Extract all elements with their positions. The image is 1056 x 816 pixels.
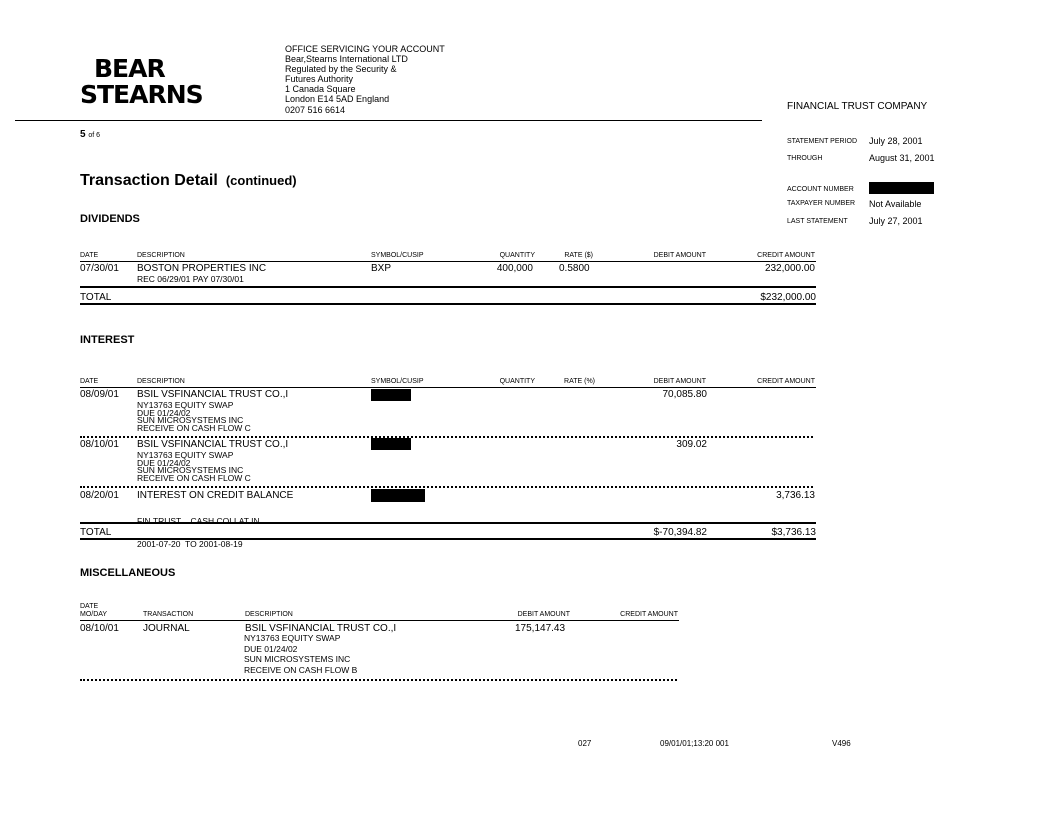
div-row-sub: REC 06/29/01 PAY 07/30/01 bbox=[137, 274, 244, 284]
div-col-credit: CREDIT AMOUNT bbox=[757, 252, 815, 259]
office-line: OFFICE SERVICING YOUR ACCOUNT bbox=[285, 44, 445, 54]
int-row-sub-line: SUN MICROSYSTEMS INC bbox=[137, 465, 244, 476]
office-line: Regulated by the Security & bbox=[285, 64, 397, 75]
int-row-sub-line: 2001-07-20 TO 2001-08-19 bbox=[137, 538, 243, 549]
misc-row-debit: 175,147.43 bbox=[515, 623, 566, 634]
dividends-heading: DIVIDENDS bbox=[80, 213, 140, 225]
office-line: Futures Authority bbox=[285, 74, 354, 85]
int-row-separator bbox=[80, 486, 813, 488]
div-col-debit: DEBIT AMOUNT bbox=[653, 252, 706, 259]
office-line: London E14 5AD England bbox=[285, 94, 390, 105]
int-row-sub-line: NY13763 EQUITY SWAP bbox=[137, 450, 234, 460]
int-header-rule bbox=[80, 387, 816, 388]
int-row-desc: BSIL VSFINANCIAL TRUST CO.,I bbox=[137, 439, 289, 450]
statement-period-value: July 28, 2001 bbox=[869, 136, 923, 146]
div-total-rule-top bbox=[80, 286, 816, 288]
int-row-sub-line: NY13763 EQUITY SWAP bbox=[137, 400, 234, 410]
div-row-date: 07/30/01 bbox=[80, 263, 119, 274]
int-row-desc: BSIL VSFINANCIAL TRUST CO.,I bbox=[137, 389, 289, 400]
office-address-block bbox=[285, 44, 445, 115]
int-row-desc: INTEREST ON CREDIT BALANCE bbox=[137, 490, 294, 501]
company-name: FINANCIAL TRUST COMPANY bbox=[787, 101, 928, 112]
title-continued: (continued) bbox=[225, 173, 297, 188]
misc-col-desc: DESCRIPTION bbox=[245, 611, 293, 618]
int-total-rule-bottom bbox=[80, 538, 816, 540]
misc-row-sub bbox=[244, 633, 357, 675]
header-rule bbox=[15, 120, 762, 121]
int-col-symbol: SYMBOL/CUSIP bbox=[371, 378, 424, 385]
div-col-desc: DESCRIPTION bbox=[137, 252, 185, 259]
redacted-cusip bbox=[371, 438, 411, 450]
misc-row-sub-line: SUN MICROSYSTEMS INC bbox=[244, 654, 351, 664]
misc-col-debit: DEBIT AMOUNT bbox=[517, 611, 570, 618]
logo-line-2: STEARNS bbox=[80, 80, 203, 109]
account-number-label: ACCOUNT NUMBER bbox=[787, 186, 854, 193]
div-total-rule-bottom bbox=[80, 303, 816, 305]
int-row-sub-line: DUE 01/24/02 bbox=[137, 457, 191, 468]
int-row-sub-line: RECEIVE ON CASH FLOW C bbox=[137, 422, 251, 433]
int-row-sub-line: RECEIVE ON CASH FLOW C bbox=[137, 472, 251, 483]
misc-row-sub-line: RECEIVE ON CASH FLOW B bbox=[244, 664, 358, 675]
int-row-date: 08/10/01 bbox=[80, 439, 119, 450]
interest-heading: INTEREST bbox=[80, 334, 135, 346]
int-row-debit: 309.02 bbox=[676, 439, 707, 450]
bear-stearns-logo bbox=[80, 56, 203, 108]
div-col-qty: QUANTITY bbox=[499, 252, 535, 259]
taxpayer-number-value: Not Available bbox=[869, 199, 922, 209]
title-main: Transaction Detail bbox=[80, 172, 218, 189]
through-value: August 31, 2001 bbox=[869, 153, 935, 163]
int-total-rule-top bbox=[80, 522, 816, 524]
taxpayer-number-label: TAXPAYER NUMBER bbox=[787, 200, 856, 207]
int-col-date: DATE bbox=[80, 378, 99, 385]
misc-col-transaction: TRANSACTION bbox=[143, 611, 194, 618]
div-col-rate: RATE ($) bbox=[564, 252, 593, 259]
redacted-cusip bbox=[371, 489, 425, 502]
div-row-rate: 0.5800 bbox=[559, 263, 590, 274]
office-line: 1 Canada Square bbox=[285, 84, 356, 95]
page-current: 5 bbox=[80, 129, 86, 140]
int-total-label: TOTAL bbox=[80, 527, 112, 538]
misc-col-credit: CREDIT AMOUNT bbox=[620, 611, 678, 618]
office-line: Bear,Stearns International LTD bbox=[285, 54, 408, 65]
div-row-symbol: BXP bbox=[371, 263, 392, 274]
page-number bbox=[80, 129, 100, 140]
div-row-credit: 232,000.00 bbox=[764, 263, 815, 274]
int-row-credit: 3,736.13 bbox=[776, 490, 815, 501]
misc-header-rule bbox=[80, 620, 679, 621]
page-total: of 6 bbox=[88, 132, 101, 139]
misc-row-date: 08/10/01 bbox=[80, 623, 119, 634]
int-col-debit: DEBIT AMOUNT bbox=[653, 378, 706, 385]
misc-col-date: DATE bbox=[80, 603, 99, 610]
int-total-credit: $3,736.13 bbox=[771, 527, 816, 538]
div-total-credit: $232,000.00 bbox=[760, 292, 816, 303]
int-row-sub-line: SUN MICROSYSTEMS INC bbox=[137, 415, 244, 426]
last-statement-label: LAST STATEMENT bbox=[787, 218, 848, 225]
office-line: 0207 516 6614 bbox=[285, 104, 346, 115]
misc-row-desc: BSIL VSFINANCIAL TRUST CO.,I bbox=[245, 623, 397, 634]
int-row-sub-line: FIN TRUST CASH COLLAT IN bbox=[137, 516, 260, 527]
int-col-qty: QUANTITY bbox=[499, 378, 535, 385]
div-col-symbol: SYMBOL/CUSIP bbox=[371, 252, 424, 259]
through-label: THROUGH bbox=[787, 155, 823, 162]
last-statement-value: July 27, 2001 bbox=[869, 216, 923, 226]
misc-row-transaction: JOURNAL bbox=[143, 623, 190, 634]
logo-line-1: BEAR bbox=[94, 54, 165, 83]
div-row-desc: BOSTON PROPERTIES INC bbox=[137, 263, 267, 274]
int-col-rate: RATE (%) bbox=[564, 378, 595, 385]
div-col-date: DATE bbox=[80, 252, 99, 259]
int-row-separator bbox=[80, 436, 813, 438]
int-row-date: 08/09/01 bbox=[80, 389, 119, 400]
int-col-credit: CREDIT AMOUNT bbox=[757, 378, 815, 385]
misc-col-moday: MO/DAY bbox=[80, 611, 108, 618]
footer-code-2: 09/01/01;13:20 001 bbox=[660, 739, 729, 748]
misc-row-sub-line: NY13763 EQUITY SWAP bbox=[244, 633, 341, 643]
int-row-sub bbox=[137, 503, 260, 556]
div-row-qty: 400,000 bbox=[496, 263, 533, 274]
div-header-rule bbox=[80, 261, 816, 262]
footer-code-3: V496 bbox=[832, 739, 851, 748]
statement-period-label: STATEMENT PERIOD bbox=[787, 138, 858, 145]
int-row-sub-line: DUE 01/24/02 bbox=[137, 407, 191, 418]
int-row-sub bbox=[137, 402, 251, 432]
int-row-sub bbox=[137, 452, 251, 482]
int-total-debit: $-70,394.82 bbox=[653, 527, 707, 538]
div-total-label: TOTAL bbox=[80, 292, 112, 303]
misc-row-sub-line: DUE 01/24/02 bbox=[244, 643, 298, 654]
int-row-date: 08/20/01 bbox=[80, 490, 119, 501]
misc-heading: MISCELLANEOUS bbox=[80, 567, 176, 579]
page-title bbox=[80, 172, 297, 190]
misc-row-separator bbox=[80, 679, 677, 681]
redacted-account-number bbox=[869, 182, 934, 194]
redacted-cusip bbox=[371, 389, 411, 401]
footer-code-1: 027 bbox=[578, 739, 592, 748]
int-col-desc: DESCRIPTION bbox=[137, 378, 185, 385]
int-row-debit: 70,085.80 bbox=[662, 389, 707, 400]
